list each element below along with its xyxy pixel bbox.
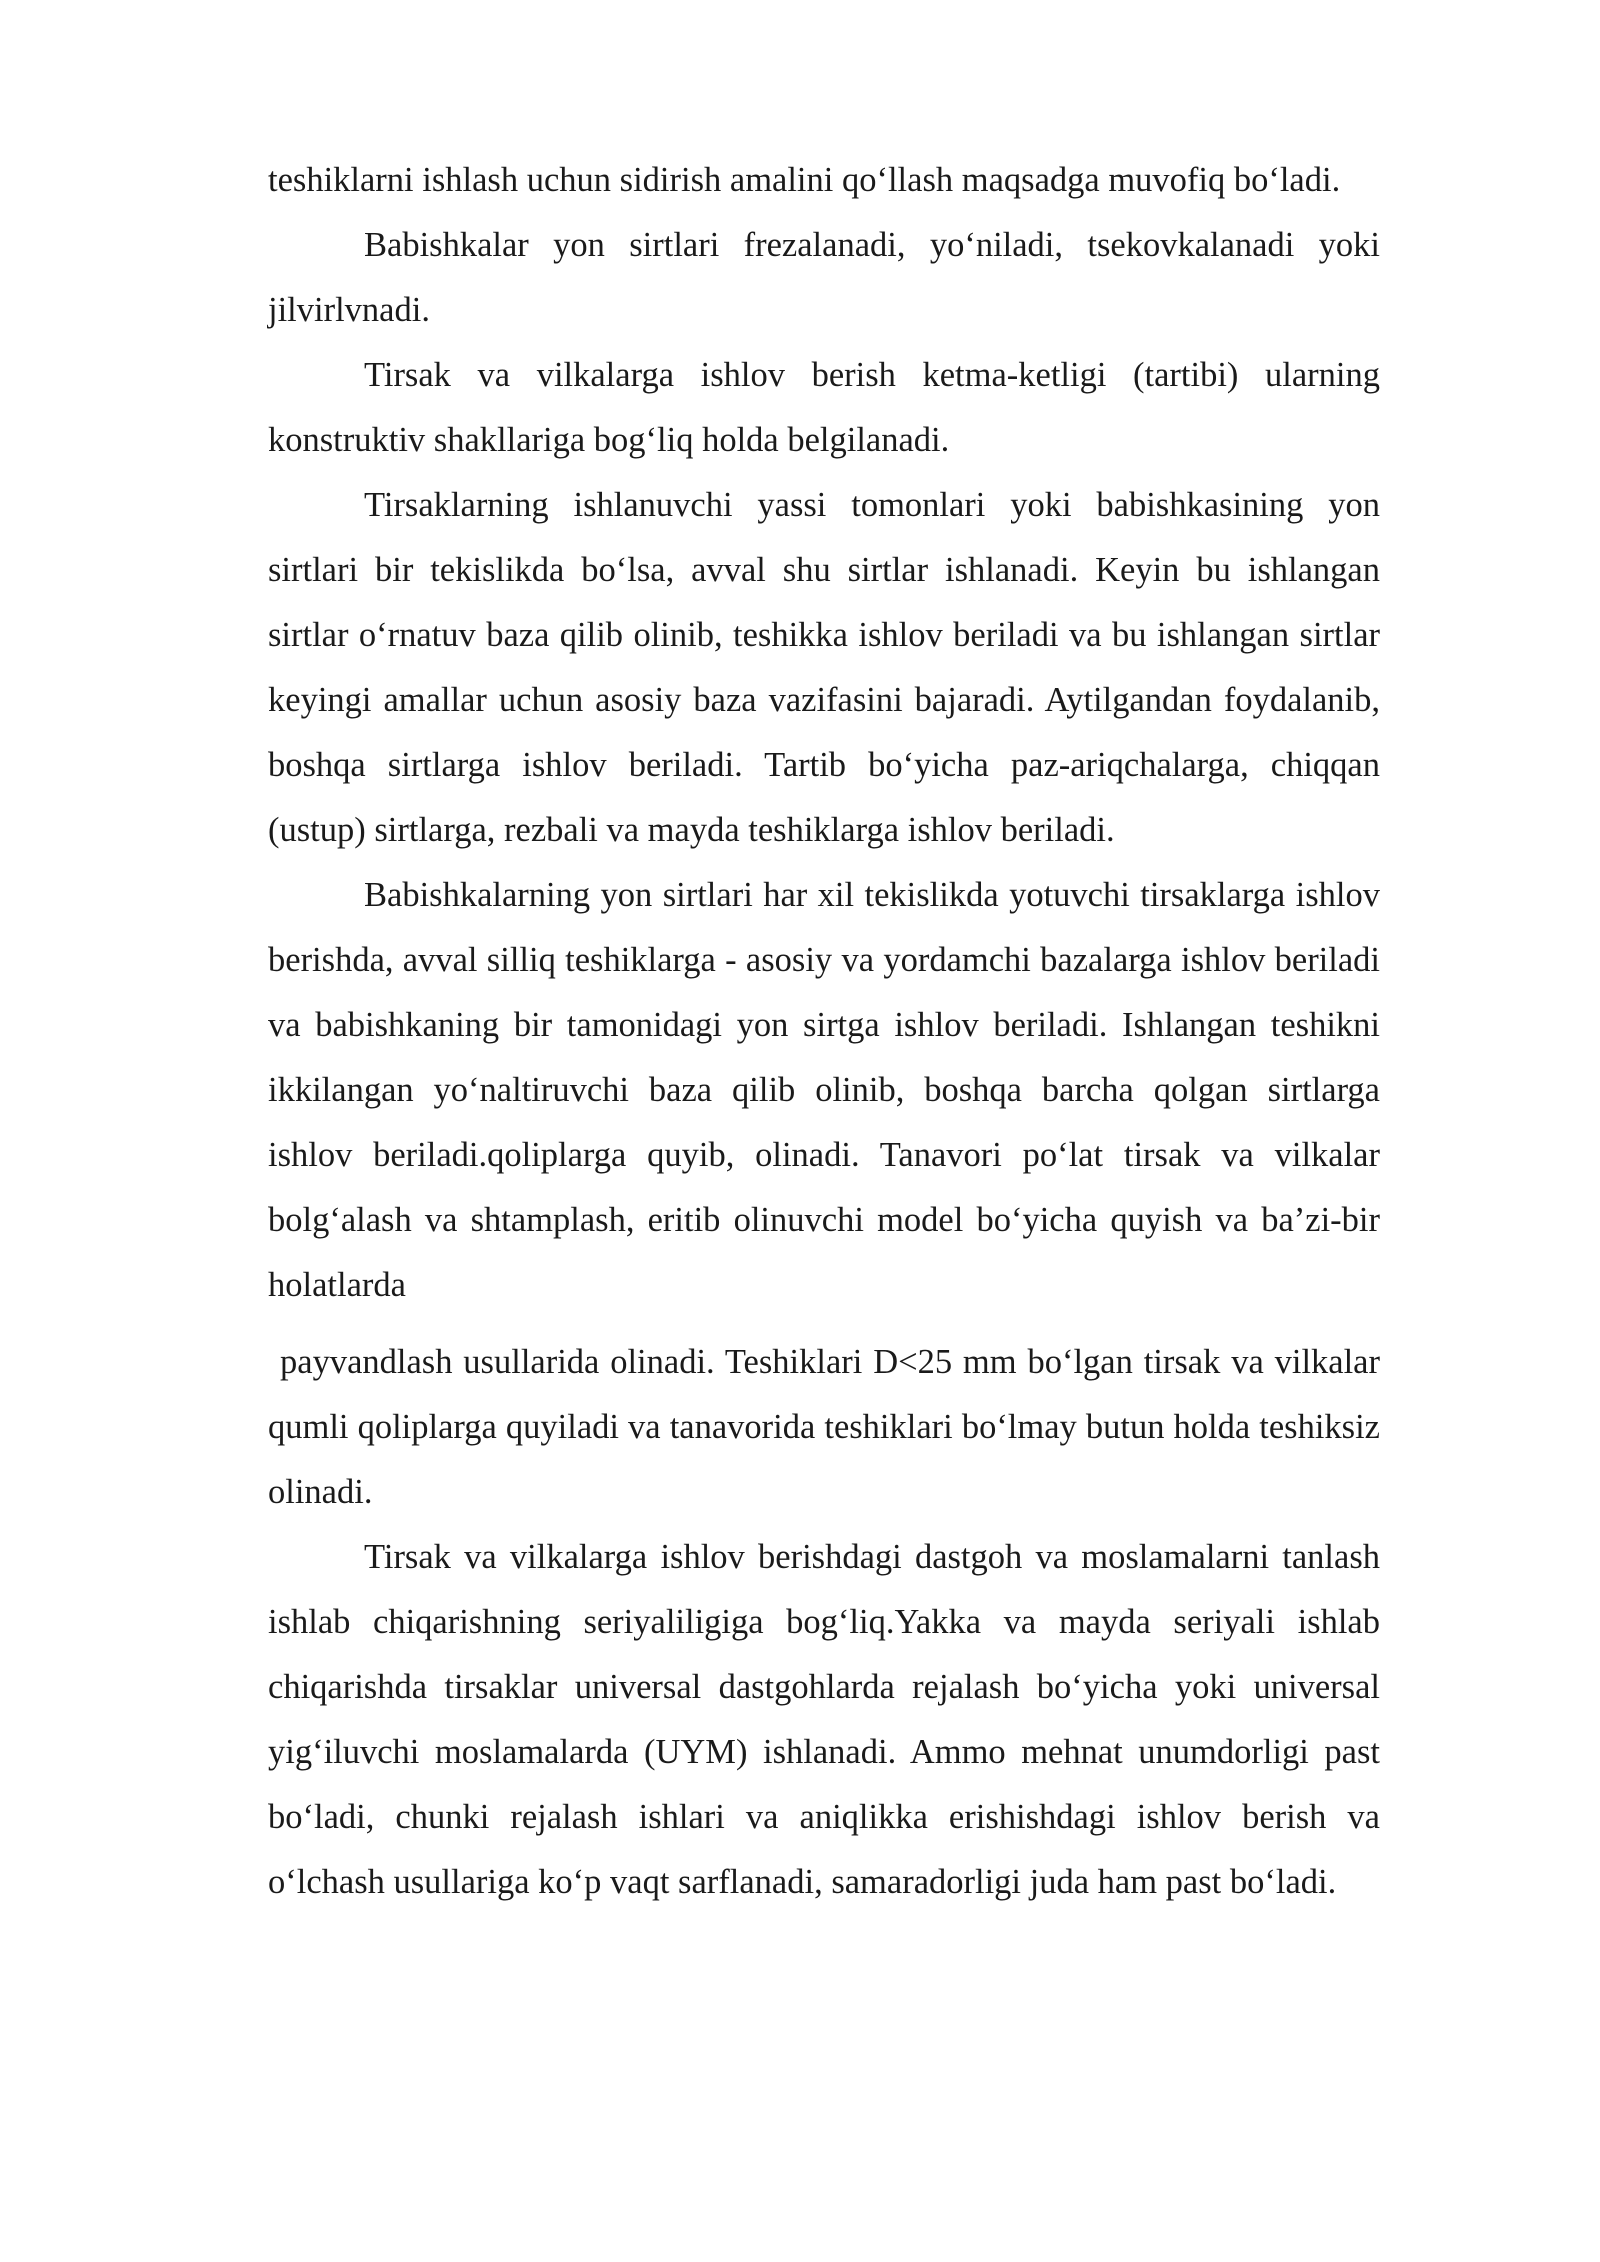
paragraph-4: Tirsaklarning ishlanuvchi yassi tomonlari yoki babishkasining yon sirtlari bir tekislikda bo‘lsa, avval shu sirtlar ishlanadi. Keyin bu ishlangan sirtlar o‘rnatuv baza qilib olinib, teshikka ishlov beriladi va bu ishlangan sirtlar keyingi amallar uchun asosiy baza vazifasini bajaradi. Aytilgandan foydalanib, boshqa sirtlarga ishlov beriladi. Tartib bo‘yicha paz-ariqchalarga, chiqqan (ustup) sirtlarga, rezbali va mayda teshiklarga ishlov beriladi. — [268, 486, 1380, 849]
paragraph-2: Babishkalar yon sirtlari frezalanadi, yo‘niladi, tsekovkalanadi yoki jilvirlvnadi. — [268, 226, 1380, 329]
paragraph-1: teshiklarni ishlash uchun sidirish amalini qo‘llash maqsadga muvofiq bo‘ladi. — [268, 161, 1341, 199]
paragraph-7: Tirsak va vilkalarga ishlov berishdagi dastgoh va moslamalarni tanlash ishlab chiqarishning seriyaliligiga bog‘liq.Yakka va mayda seriyali ishlab chiqarishda tirsaklar universal dastgohlarda rejalash bo‘yicha yoki universal yig‘iluvchi moslamalarda (UYM) ishlanadi. Ammo mehnat unumdorligi past bo‘ladi, chunki rejalash ishlari va aniqlikka erishishdagi ishlov berish va o‘lchash usullariga ko‘p vaqt sarflanadi, samaradorligi juda ham past bo‘ladi. — [268, 1538, 1380, 1901]
paragraph-3: Tirsak va vilkalarga ishlov berish ketma-ketligi (tartibi) ularning konstruktiv shakllariga bog‘liq holda belgilanadi. — [268, 356, 1380, 459]
body-text — [268, 148, 1380, 1915]
paragraph-5: Babishkalarning yon sirtlari har xil tekislikda yotuvchi tirsaklarga ishlov berishda, avval silliq teshiklarga - asosiy va yordamchi bazalarga ishlov beriladi va babishkaning bir tamonidagi yon sirtga ishlov beriladi. Ishlangan teshikni ikkilangan yo‘naltiruvchi baza qilib olinib, boshqa barcha qolgan sirtlarga ishlov beriladi.qoliplarga quyib, olinadi. Tanavori po‘lat tirsak va vilkalar bolg‘alash va shtamplash, eritib olinuvchi model bo‘yicha quyish va ba’zi-bir holatlarda — [268, 876, 1380, 1304]
paragraph-6: payvandlash usullarida olinadi. Teshiklari D<25 mm bo‘lgan tirsak va vilkalar qumli qoliplarga quyiladi va tanavorida teshiklari bo‘lmay butun holda teshiksiz olinadi. — [268, 1343, 1380, 1511]
